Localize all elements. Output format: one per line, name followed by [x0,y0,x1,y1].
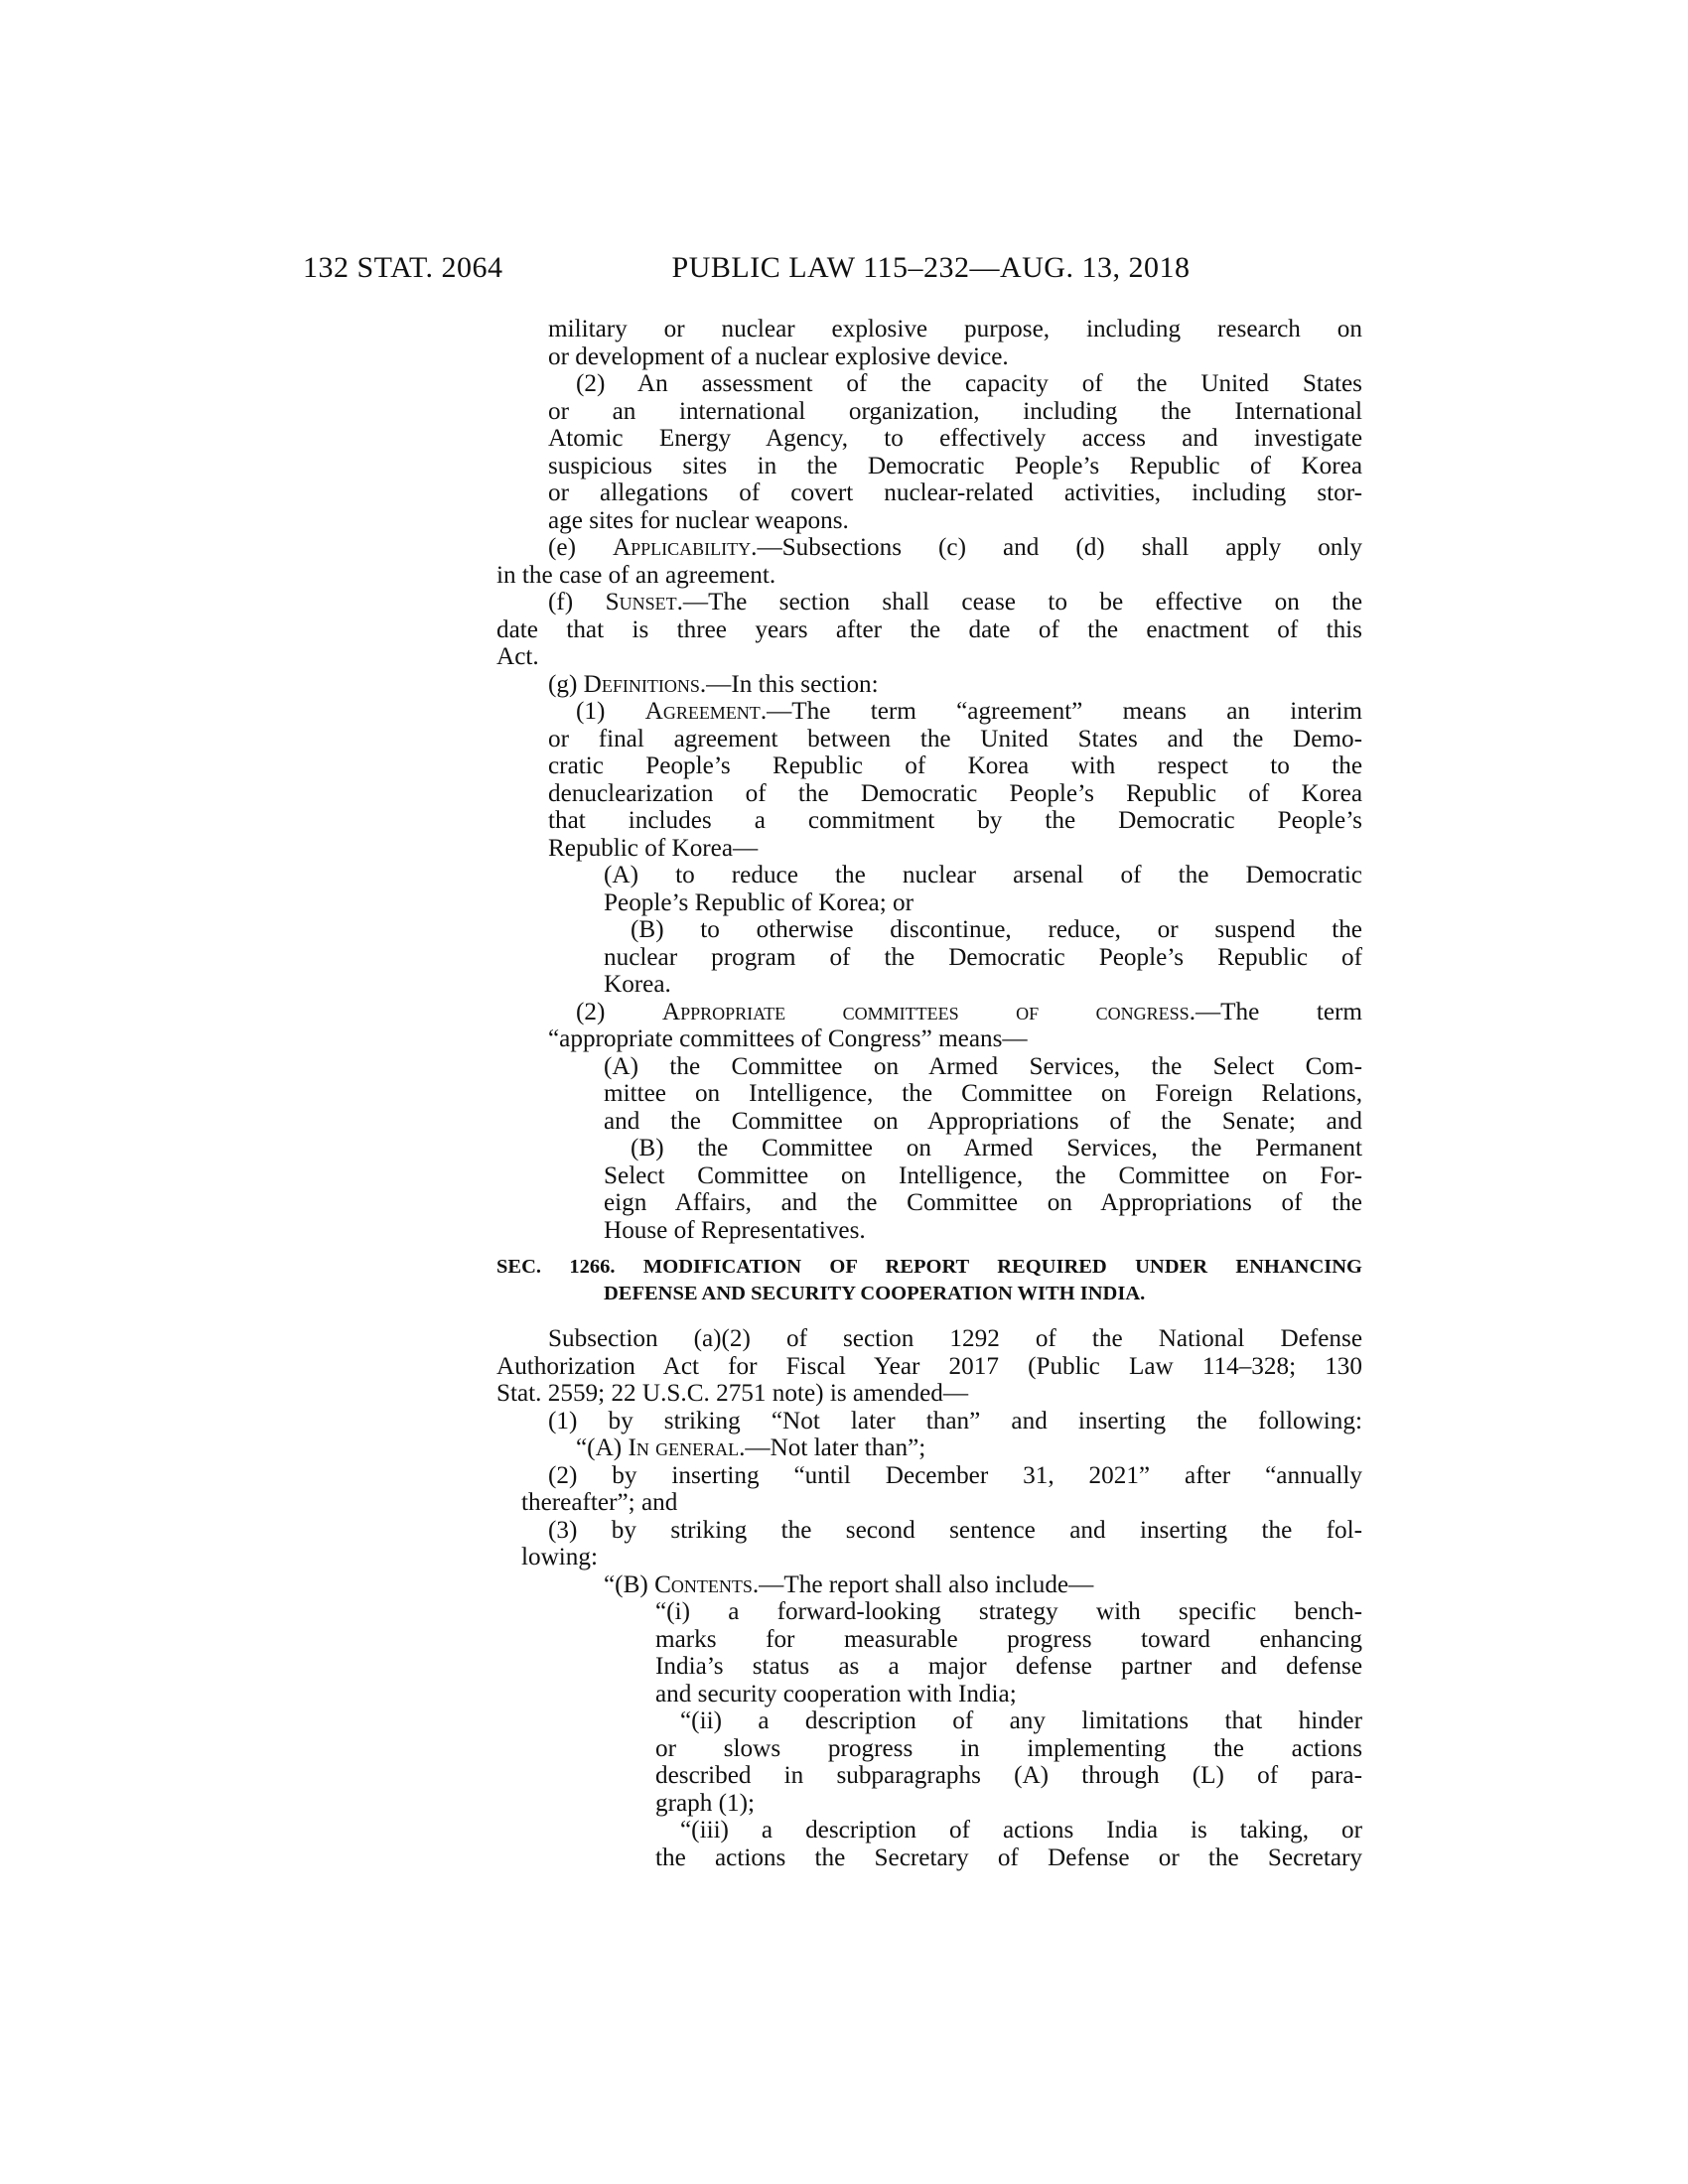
line-text: .—Not later than”; [739,1434,926,1461]
line-text: and the Committee on Appropriations of the Senate; and [604,1107,1362,1135]
line-text: or development of a nuclear explosive device. [548,342,1009,370]
line-text: (A) to reduce the nuclear arsenal of the Democratic [604,862,1362,888]
text-line [496,1080,1362,1108]
small-caps-heading: Appropriate committees of congress [661,998,1190,1025]
line-text: or an international organization, including the International [548,397,1362,425]
text-line [496,1353,1362,1381]
line-text: (2) by inserting “until December 31, 2021” after “annually [548,1461,1362,1489]
line-text: (B) to otherwise discontinue, reduce, or suspend the [631,916,1362,943]
line-text: denuclearization of the Democratic People’s Republic of Korea [548,779,1362,807]
line-text: cratic People’s Republic of Korea with respect to the [548,752,1362,779]
line-prefix: “(B) [604,1570,655,1598]
line-prefix: “(A) [576,1434,629,1461]
line-text: Subsection (a)(2) of section 1292 of the National Defense [548,1325,1362,1352]
text-line [496,862,1362,889]
line-prefix: (1) [576,698,645,725]
line-text: Atomic Energy Agency, to effectively access and investigate [548,425,1362,452]
line-text: “(iii) a description of actions India is taking, or [680,1817,1362,1843]
line-text: military or nuclear explosive purpose, including research on [548,316,1362,342]
text-line [496,589,1362,616]
text-line [496,425,1362,453]
text-line [496,1053,1362,1081]
section-heading-line: DEFENSE AND SECURITY COOPERATION WITH INDIA. [604,1283,1146,1304]
line-text: or final agreement between the United States and the Demo- [548,725,1362,752]
statute-page-reference: 132 STAT. 2064 [303,251,503,284]
line-text: and security cooperation with India; [655,1680,1017,1707]
line-text: Authorization Act for Fiscal Year 2017 (Public Law 114–328; 130 [496,1352,1362,1380]
line-text: India’s status as a major defense partner and defense [655,1653,1362,1680]
line-text: thereafter”; and [521,1489,678,1516]
line-text: (3) by striking the second sentence and inserting the fol- [548,1516,1362,1544]
running-head [303,251,1360,291]
small-caps-heading: Agreement [644,698,761,725]
line-prefix: (e) [548,534,613,561]
text-line [496,1135,1362,1162]
text-line [496,534,1362,562]
line-text: “(ii) a description of any limitations that hinder [680,1707,1362,1734]
text-line [496,1408,1362,1435]
section-heading [496,1254,1362,1307]
line-text: marks for measurable progress toward enhancing [655,1625,1362,1653]
text-line [496,780,1362,808]
line-text: Stat. 2559; 22 U.S.C. 2751 note) is amended— [496,1380,969,1407]
public-law-header: PUBLIC LAW 115–232—AUG. 13, 2018 [671,251,1191,284]
line-text: (B) the Committee on Armed Services, the Permanent [631,1135,1362,1161]
text-line [496,1571,1362,1599]
text-line [496,1735,1362,1763]
line-text: Korea. [604,971,671,998]
line-text: or allegations of covert nuclear-related activities, including stor- [548,479,1362,506]
page-body [496,316,1362,1871]
line-text: described in subparagraphs (A) through (L) of para- [655,1762,1362,1789]
text-line [496,1189,1362,1217]
text-line [496,453,1362,480]
section-heading-line: SEC. 1266. MODIFICATION OF REPORT REQUIRED UNDER ENHANCING [496,1256,1362,1278]
line-text: mittee on Intelligence, the Committee on Foreign Relations, [604,1080,1362,1107]
text-line [496,944,1362,972]
text-line [496,479,1362,507]
text-line [496,1790,1362,1818]
text-line [496,507,1362,535]
small-caps-heading: Definitions [583,670,700,698]
text-line [496,370,1362,398]
text-line [496,1025,1362,1053]
text-line [496,1217,1362,1245]
text-line [496,1462,1362,1490]
line-text: .—The report shall also include— [752,1570,1094,1598]
text-line [496,1817,1362,1844]
text-line [496,1626,1362,1654]
text-line [496,316,1362,343]
text-line [496,343,1362,371]
line-text: .—In this section: [699,670,879,698]
text-line [496,1653,1362,1681]
text-line [496,398,1362,426]
line-text: date that is three years after the date of the enactment of this [496,615,1362,643]
text-line [496,1162,1362,1190]
text-line [496,889,1362,917]
line-prefix: (g) [548,670,584,698]
line-text: House of Representatives. [604,1216,866,1244]
text-line [496,1325,1362,1353]
line-prefix: (2) [576,998,662,1025]
line-text: suspicious sites in the Democratic People’s Republic of Korea [548,452,1362,479]
line-text: Select Committee on Intelligence, the Committee on For- [604,1161,1362,1189]
line-text: nuclear program of the Democratic People’s Republic of [604,943,1362,971]
line-prefix: (f) [548,589,606,615]
line-text: “appropriate committees of Congress” means— [548,1025,1028,1052]
text-line [496,1489,1362,1517]
text-line [496,1434,1362,1462]
line-text: lowing: [521,1544,598,1570]
line-text: Republic of Korea— [548,834,759,862]
text-line [496,752,1362,780]
text-line [496,1544,1362,1571]
line-text: in the case of an agreement. [496,561,776,589]
line-text: (A) the Committee on Armed Services, the Select Com- [604,1052,1362,1080]
text-line [496,1108,1362,1136]
line-text: age sites for nuclear weapons. [548,506,849,534]
line-text: eign Affairs, and the Committee on Appropriations of the [604,1189,1362,1216]
subsection-text-block [496,316,1362,1244]
text-line [496,1762,1362,1790]
line-text: .—Subsections (c) and (d) shall apply only [751,534,1362,561]
text-line [496,999,1362,1026]
text-line [496,1517,1362,1545]
line-text: “(i) a forward-looking strategy with specific bench- [655,1598,1362,1625]
section-text-block [496,1325,1362,1871]
line-text: .—The section shall cease to be effective on the [676,589,1362,615]
line-text: or slows progress in implementing the actions [655,1734,1362,1762]
text-line [496,971,1362,999]
line-text: (2) An assessment of the capacity of the United States [576,370,1362,397]
text-line [496,835,1362,863]
text-line [496,562,1362,590]
line-text: .—The term [1189,998,1362,1025]
text-line [496,1707,1362,1735]
small-caps-heading: Contents [654,1570,753,1598]
text-line [496,616,1362,644]
text-line [496,698,1362,726]
text-line [496,671,1362,699]
line-text: .—The term “agreement” means an interim [760,698,1362,725]
text-line [496,1844,1362,1872]
line-text: (1) by striking “Not later than” and inserting the following: [548,1407,1362,1434]
text-line [496,1380,1362,1408]
text-line [496,1598,1362,1626]
small-caps-heading: Applicability [612,534,752,561]
text-line [496,916,1362,944]
line-text: the actions the Secretary of Defense or the Secretary [655,1843,1362,1871]
small-caps-heading: In general [628,1434,740,1461]
line-text: graph (1); [655,1789,756,1817]
line-text: People’s Republic of Korea; or [604,888,914,916]
text-line [496,726,1362,753]
text-line [496,1681,1362,1708]
line-text: Act. [496,643,539,670]
small-caps-heading: Sunset [605,589,677,615]
line-text: that includes a commitment by the Democratic People’s [548,807,1362,834]
text-line [496,643,1362,671]
text-line [496,807,1362,835]
